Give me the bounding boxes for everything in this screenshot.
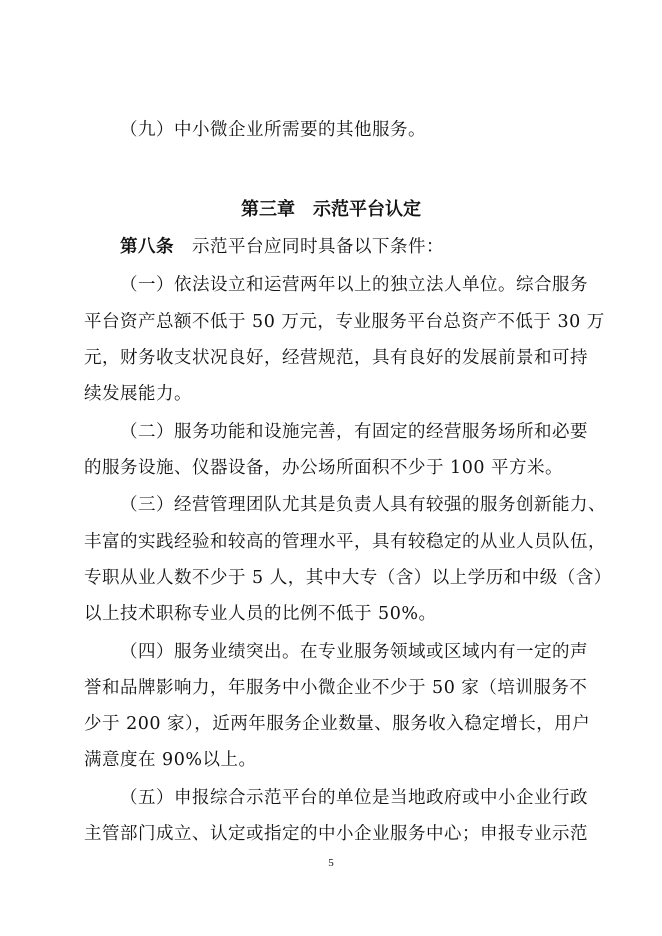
condition-5-line-1: （五）申报综合示范平台的单位是当地政府或中小企业行政 — [120, 788, 588, 808]
condition-1-line-4: 续发展能力。 — [84, 384, 192, 404]
condition-1-line-3: 元，财务收支状况良好，经营规范，具有良好的发展前景和可持 — [84, 348, 588, 368]
chapter-title: 第三章 示范平台认定 — [241, 199, 421, 220]
article-8-number: 第八条 — [120, 237, 174, 257]
condition-3-line-3: 专职从业人数不少于 5 人，其中大专（含）以上学历和中级（含） — [84, 568, 612, 588]
condition-4-line-3: 少于 200 家），近两年服务企业数量、服务收入稳定增长，用户 — [84, 714, 591, 734]
condition-2-line-2: 的服务设施、仪器设备，办公场所面积不少于 100 平方米。 — [84, 458, 564, 478]
condition-3-line-2: 丰富的实践经验和较高的管理水平，具有较稳定的从业人员队伍， — [84, 532, 606, 552]
article-8-text: 示范平台应同时具备以下条件： — [174, 237, 444, 257]
condition-2-line-1: （二）服务功能和设施完善，有固定的经营服务场所和必要 — [120, 422, 588, 442]
condition-4-line-2: 誉和品牌影响力，年服务中小微企业不少于 50 家（培训服务不 — [84, 678, 588, 698]
page-number: 5 — [328, 857, 334, 869]
condition-1-line-1: （一）依法设立和运营两年以上的独立法人单位。综合服务 — [120, 275, 588, 295]
condition-3-line-1: （三）经营管理团队尤其是负责人具有较强的服务创新能力、 — [120, 495, 606, 515]
condition-3-line-4: 以上技术职称专业人员的比例不低于 50%。 — [84, 604, 437, 624]
article-8-heading — [120, 235, 584, 259]
condition-5-line-2: 主管部门成立、认定或指定的中小企业服务中心；申报专业示范 — [84, 824, 588, 844]
condition-1-line-2: 平台资产总额不低于 50 万元，专业服务平台总资产不低于 30 万 — [84, 312, 605, 332]
condition-4-line-1: （四）服务业绩突出。在专业服务领域或区域内有一定的声 — [120, 642, 588, 662]
condition-4-line-4: 满意度在 90%以上。 — [84, 750, 257, 770]
item-9-line: （九）中小微企业所需要的其他服务。 — [120, 120, 426, 140]
